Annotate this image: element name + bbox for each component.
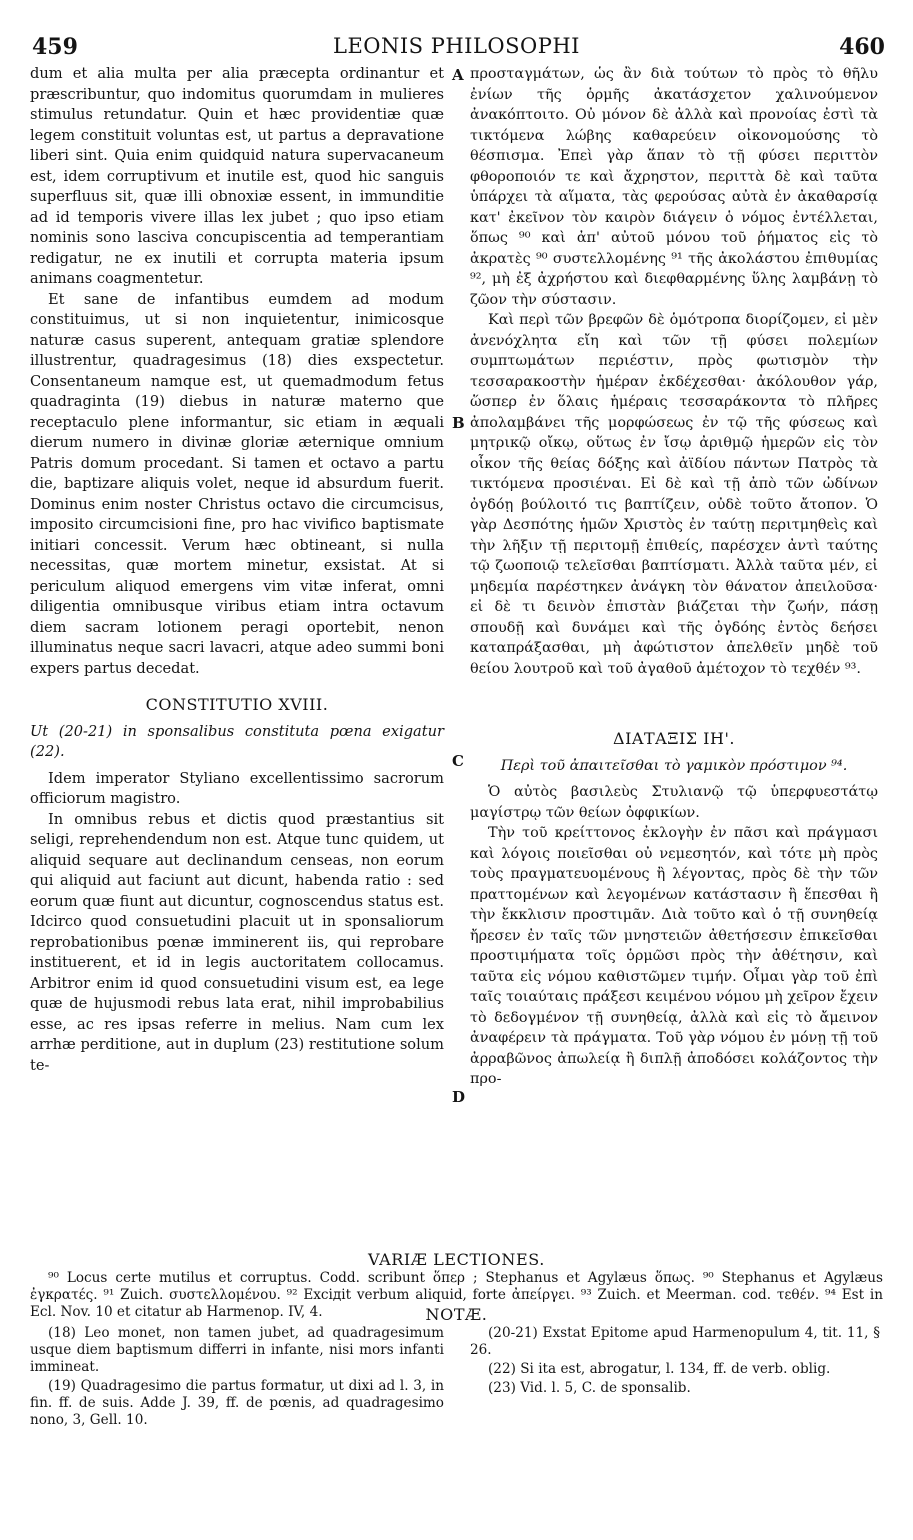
note-item: (19) Quadragesimo die partus formatur, ut dixi ad l. 3, in fin. ff. de suis. Adde J. 39, ff. de pœnis, ad quadragesimo nono, 3, Gell. 10.: [30, 1378, 444, 1428]
notae-right-column: [470, 1325, 880, 1399]
note-item: (22) Si ita est, abrogatur, l. 134, ff. de verb. oblig.: [488, 1361, 831, 1377]
latin-column: [30, 64, 444, 1076]
note-item: (23) Vid. l. 5, C. de sponsalib.: [488, 1380, 691, 1396]
margin-letter-a: A: [452, 66, 464, 84]
greek-paragraph: Καὶ περὶ τῶν βρεφῶν δὲ ὁμότροπα διορίζομεν, εἰ μὲν ἀνενόχλητα εἴη καὶ τῶν τῇ φύσει πολεμίων συμπτωμάτων περιέστιν, πρὸς φωτισμὸν τὴν τεσσαρακοστὴν ἡμέραν ἐκδέχεσθαι· ἀκόλουθον γάρ, ὥσπερ ἐν ὅλαις ἡμέραις τεσσαράκοντα τὸ πλῆρες ἀπολαμβάνει τῆς μορφώσεως ἐν τῷ τῆς φύσεως καὶ μητρικῷ οἴκῳ, οὕτως ἐν ἴσῳ ἀριθμῷ ἡμερῶν εἰς τὸν οἶκον τῆς θείας δόξης καὶ ἀϊδίου πάντων Πατρὸς τὰ τικτόμενα προσιέναι. Εἰ δὲ καὶ τῇ ἀπὸ τῶν ὠδίνων ὀγδόῃ βούλοιτό τις βαπτίζειν, οὐδὲ τοῦτο ἄτοπον. Ὁ γὰρ Δεσπότης ἡμῶν Χριστὸς ἐν ταύτῃ περιτμηθεὶς καὶ τὴν λῆξιν τῇ περιτομῇ ἐπιθείς, παρέσχεν ἀντὶ ταύτης τῷ ζωοποιῷ τελεῖσθαι βαπτίσματι. Ἀλλὰ ταῦτα μέν, εἰ μηδεμία παρέστηκεν ἀνάγκη τὸν θάνατον ἀπειλοῦσα· εἰ δὲ τι δεινὸν ἐπιστὰν βιάζεται τὴν ζωήν, πάσῃ σπουδῇ καὶ δυνάμει καὶ τῆς ὀγδόης ἐντὸς δεήσει καταπράξασθαι, μὴ ἀφώτιστον ἀπελθεῖν μηδὲ τοῦ θείου λουτροῦ καὶ τοῦ ἀγαθοῦ ἀμέτοχον τὸ τεχθέν ⁹³.: [470, 312, 878, 677]
latin-address: Idem imperator Styliano excellentissimo sacrorum officiorum magistro.: [30, 769, 444, 807]
page-number-right: 460: [839, 34, 885, 60]
greek-paragraph: Τὴν τοῦ κρείττονος ἐκλογὴν ἐν πᾶσι καὶ πράγμασι καὶ λόγοις ποιεῖσθαι οὐ νεμεσητόν, καὶ τότε μὴ πρὸς τοὺς πραγματευομένους ἢ λέγοντας, πρὸς δὲ τὴν τῶν πραττομένων καὶ λεγομένων κατάστασιν ἢ ἕπεσθαι ἢ τὴν ἔκκλισιν προστιμᾶν. Διὰ τοῦτο καὶ ὁ τῇ συνηθείᾳ ἤρεσεν ἐν ταῖς τῶν μνηστειῶν ἀθετήσεσιν ἐπικεῖσθαι προστιμήματα τοῖς ὁρμῶσι πρὸς τὴν ἀθέτησιν, καὶ ταῦτα εἰς νόμου καθιστῶμεν τιμήν. Οἶμαι γὰρ τοῦ ἐπὶ ταῖς τοιαύταις πράξεσι κειμένου νόμου μὴ χεῖρον ἔχειν τὸ δεδογμένον τῇ συνηθείᾳ, ἀλλὰ καὶ εἰς τὸ ἄμεινον ἀναφέρειν τὰ πράγματα. Τοῦ γὰρ νόμου ἐν μόνῃ τῇ τοῦ ἀρραβῶνος ἀπωλείᾳ ἢ διπλῇ ἀποδόσει κολάζοντος τὴν προ-: [470, 825, 878, 1087]
note-item: (20-21) Exstat Epitome apud Harmenopulum 4, tit. 11, § 26.: [470, 1325, 880, 1358]
latin-paragraph: dum et alia multa per alia præcepta ordinantur et præscribuntur, quo indomitus quorumdam in mulieres stimulus retundatur. Quin et hæc providentiæ quæ legem constituit voluntas est, ut partus a depravatione liberi sint. Quia enim quidquid natura supervacaneum est, idem corruptivum et inutile est, quod hic sanguis superfluus sit, quæ illi obnoxiæ essent, in immunditie ad id temporis vivere illas lex jubet ; quo ipso etiam nominis sono lasciva concupiscentia ad temperantiam redigatur, ne ex inutili et corrupta materia ipsum animans coagmentetur.: [30, 65, 444, 287]
variae-lectiones-label: VARIÆ LECTIONES.: [368, 1250, 545, 1269]
page-number-left: 459: [32, 34, 78, 60]
latin-paragraph: In omnibus rebus et dictis quod præstantius sit seligi, reprehendendum non est. Atque tunc quidem, ut aliquid sequare aut declinandum censeas, non eorum qui aliquid aut faciunt aut dicunt, habenda ratio : sed eorum quæ fiunt aut dicuntur, cognoscendus status est. Idcirco quod consuetudini placuit ut in sponsaliorum reprobationibus pœnæ imminerent iis, qui reprobare instituerent, et id in legis auctoritatem collocamus. Arbitror enim id quod consuetudini visum est, ea lege quæ de hujusmodi rebus lata erat, nihil improbabilius esse, ac res ipsas referre in melius. Nam cum lex arrhæ perditione, aut in duplum (23) restitutione solum te-: [30, 810, 444, 1074]
margin-letter-c: C: [452, 752, 464, 770]
greek-constitution-heading: ΔΙΑΤΑΞΙΣ ΙΗ'.: [613, 729, 735, 748]
greek-paragraph: προσταγμάτων, ὡς ἂν διὰ τούτων τὸ πρὸς τὸ θῆλυ ἐνίων τῆς ὁρμῆς ἀκατάσχετον χαλινούμενον ἀνακόπτοιτο. Οὐ μόνον δὲ ἀλλὰ καὶ προνοίας ἐστὶ τὰ τικτόμενα λώβης καθαρεύειν οἰκονομούσης τὸ θέσπισμα. Ἐπεὶ γὰρ ἅπαν τὸ τῇ φύσει περιττὸν φθοροποιόν τε καὶ ἄχρηστον, περιττὰ δὲ καὶ ταῦτα ὑπάρχει τὰ αἵματα, τὰς φερούσας αὐτὰ ἐν ἀκαθαρσίᾳ κατ' ἐκεῖνον τὸν καιρὸν διάγειν ὁ νόμος ἐντέλλεται, ὅπως ⁹⁰ καὶ ἀπ' αὐτοῦ μόνου τοῦ ῥήματος εἰς τὸ ἀκρατὲς ⁹⁰ συστελλομένης ⁹¹ τῆς ἀκολάστου ἐπιθυμίας ⁹², μὴ ἐξ ἀχρήστου καὶ διεφθαρμένης ὕλης λαμβάνῃ τὸ ζῶον τὴν σύστασιν.: [470, 66, 878, 308]
greek-column: [470, 64, 878, 1090]
latin-paragraph: Et sane de infantibus eumdem ad modum constituimus, ut si non inquietentur, inimicosque naturæ casus superent, antequam gratiæ splendore illustrentur, quadragesimus (18) dies exspectetur. Consentaneum namque est, ut quemadmodum fetus quadraginta (19) diebus in naturæ materno que receptaculo plene informantur, sic etiam in æquali dierum numero in divinæ gloriæ æternique omnium Patris domum procedant. Si tamen et octavo a partu die, baptizare aliquis volet, neque id absurdum fuerit. Dominus enim noster Christus octavo die circumcisus, imposito circumcisioni fine, pro hac vivifico baptismate initiari concessit. Verum hæc obtineant, si nulla necessitas, quæ mortem minetur, exsistat. At si periculum aliquod emergens vim vitæ inferat, omni diligentia omnibusque viribus etiam intra octavum diem sacram lotionem peragi oportebit, nenon illuminatus neque sacri lavacri, atque adeo summi boni expers partus decedat.: [30, 290, 444, 677]
note-item: (18) Leo monet, non tamen jubet, ad quadragesimum usque diem baptismum differri in infante, nisi mors infanti immineat.: [30, 1325, 444, 1375]
margin-letter-d: D: [452, 1088, 466, 1106]
greek-address: Ὁ αὐτὸς βασιλεὺς Στυλιανῷ τῷ ὑπερφυεστάτῳ μαγίστρῳ τῶν θείων ὀφφικίων.: [470, 784, 878, 821]
latin-constitution-subtitle: Ut (20-21) in sponsalibus constituta pœna exigatur (22).: [30, 722, 444, 760]
margin-letter-b: B: [452, 414, 465, 432]
greek-constitution-subtitle: Περὶ τοῦ ἀπαιτεῖσθαι τὸ γαμικὸν πρόστιμον ⁹⁴.: [500, 757, 848, 774]
running-title: LEONIS PHILOSOPHI: [333, 34, 580, 58]
running-header: [0, 32, 913, 62]
notae-label: NOTÆ.: [425, 1305, 488, 1324]
notae-left-column: [30, 1325, 444, 1431]
latin-constitution-heading: CONSTITUTIO XVIII.: [145, 695, 329, 714]
variae-lectiones-text: ⁹⁰ Locus certe mutilus et corruptus. Codd. scribunt ὅπερ ; Stephanus et Agylæus ὅπως. ⁹⁰ Stephanus et Agylæus ἐγκρατές. ⁹¹ Zuich. συστελλομένου. ⁹² Exciдit verbum aliquid, forte ἀπείργει. ⁹³ Zuich. et Meerman. cod. τεθέν. ⁹⁴ Est in Ecl. Nov. 10 et citatur ab Harmenop. IV, 4.: [30, 1270, 883, 1320]
